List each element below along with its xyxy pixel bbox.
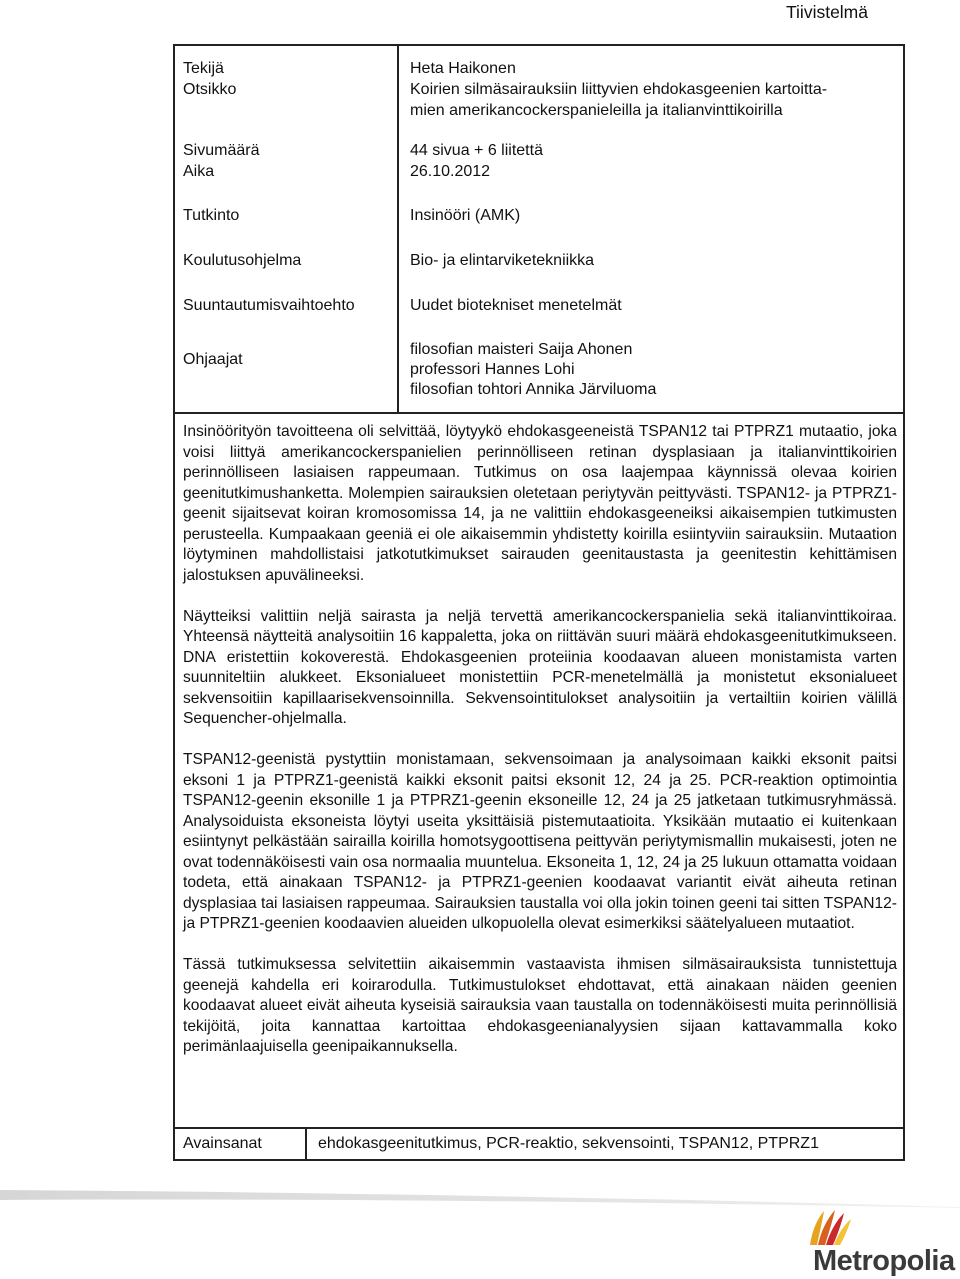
title-label: Otsikko [183, 81, 237, 98]
abstract-paragraph-1: Insinöörityön tavoitteena oli selvittää, löytyykö ehdokasgeeneistä TSPAN12 tai PTPRZ1 mutaatio, joka voisi liittyä amerikancockerspanielien perinnölliseen retinan dysplasiaan ja italianvinttikoirien perinnölliseen lasiaisen rappeumaan. Tutkimus on osa laajempaa käynnissä olevaa koirien geenitutkimushanketta. Molempien sairauksien oletetaan periytyvän peittyvästi. TSPAN12- ja PTPRZ1-geenit sijaitsevat koiran kromosomissa 14, ja ne valittiin ehdokasgeeneiksi aikaisempien tutkimusten perusteella. Kumpaakaan geeniä ei ole aikaisemmin yhdistetty koirilla esiintyviin sairauksiin. Mutaation löytyminen mahdollistaisi jatkotutkimukset sairauden geenitaustasta ja geenitestin kehittämisen jalostuksen apuvälineeksi. [183, 423, 897, 584]
degree-label: Tutkinto [183, 207, 240, 224]
metadata-section [175, 46, 903, 412]
degree-value: Insinööri (AMK) [410, 207, 521, 224]
supervisor-1: filosofian maisteri Saija Ahonen [410, 341, 633, 358]
metadata-divider-horizontal [175, 412, 903, 414]
specialisation-value: Uudet biotekniset menetelmät [410, 297, 622, 314]
pages-value: 44 sivua + 6 liitettä [410, 142, 543, 159]
keywords-label: Avainsanat [183, 1135, 262, 1152]
programme-value: Bio- ja elintarviketekniikka [410, 252, 595, 269]
specialisation-label: Suuntautumisvaihtoehto [183, 297, 355, 314]
metropolia-emblem-icon [802, 1205, 862, 1247]
keywords-row [175, 1127, 903, 1161]
keywords-divider [305, 1129, 307, 1161]
keywords-value: ehdokasgeenitutkimus, PCR-reaktio, sekvensointi, TSPAN12, PTPRZ1 [318, 1135, 819, 1152]
title-value-line2: mien amerikancockerspanieleilla ja italianvinttikoirilla [410, 102, 783, 119]
metadata-divider-vertical [397, 46, 399, 412]
metropolia-logo-text: Metropolia [813, 1245, 955, 1277]
author-label: Tekijä [183, 60, 224, 77]
pages-label: Sivumäärä [183, 142, 260, 159]
abstract-paragraph-2: Näytteiksi valittiin neljä sairasta ja neljä tervettä amerikancockerspanielia sekä italianvinttikoiraa. Yhteensä näytteitä analysoitiin 16 kappaletta, joka on riittävän suuri määrä ehdokasgeenitutkimukseen. DNA eristettiin kokoverestä. Ehdokasgeenien proteiinia koodaavan alueen monistamista varten suunniteltiin alukkeet. Eksonialueet monistettiin PCR-menetelmällä ja monistetut eksonialueet sekvensoitiin kapillaarisekvensoinnilla. Sekvensointitulokset analysoitiin ja vertailtiin koirien välillä Sequencher-ohjelmalla. [183, 607, 897, 727]
date-value: 26.10.2012 [410, 163, 491, 180]
page-label: Tiivistelmä [786, 2, 868, 22]
author-value: Heta Haikonen [410, 60, 516, 77]
abstract-body [183, 422, 897, 1058]
supervisor-2: professori Hannes Lohi [410, 361, 575, 378]
abstract-paragraph-3: TSPAN12-geenistä pystyttiin monistamaan, sekvensoimaan ja analysoimaan kaikki eksonit paitsi eksoni 1 ja PTPRZ1-geenistä kaikki eksonit paitsi eksonit 12, 24 ja 25. PCR-reaktion optimointia TSPAN12-geenin eksonille 1 ja PTPRZ1-geenin eksoneille 12, 24 ja 25 jatketaan tutkimusryhmässä. Analysoiduista eksoneista löytyi useita yksittäisiä pistemutaatioita. Yksikään mutaatio ei kuitenkaan esiintynyt pelkästään sairailla koirilla homotsygoottisena peittyvän periytymismallin mukaisesti, joten ne ovat todennäköisesti vain osa normaalia muuntelua. Eksoneita 1, 12, 24 ja 25 lukuun ottamatta voidaan todeta, että ainakaan TSPAN12- ja PTPRZ1-geenien koodaavat variantit eivät aiheuta retinan dysplasiaa tai lasiaisen rappeumaa. Sairauksien taustalla voi olla jokin toinen geeni tai sitten TSPAN12- ja PTPRZ1-geenien koodaavien alueiden ulkopuolella olevat esimerkiksi säätelyalueen mutaatiot. [183, 751, 897, 932]
abstract-form [173, 44, 905, 1161]
supervisor-3: filosofian tohtori Annika Järviluoma [410, 381, 657, 398]
date-label: Aika [183, 163, 215, 180]
title-value-line1: Koirien silmäsairauksiin liittyvien ehdokasgeenien kartoitta- [410, 81, 828, 98]
supervisors-label: Ohjaajat [183, 351, 243, 368]
programme-label: Koulutusohjelma [183, 252, 302, 269]
abstract-paragraph-4: Tässä tutkimuksessa selvitettiin aikaisemmin vastaavista ihmisen silmäsairauksista tunnistettuja geenejä kahdella eri koirarodulla. Tutkimustulokset ehdottavat, että ainakaan näiden geenien koodaavat alueet eivät aiheuta kyseisiä sairauksia vaan taustalla on todennäköisesti muita perinnöllisiä tekijöitä, joita kannattaa kartoittaa ehdokasgeenianalyysien sijaan kattavammalla koko perimänlaajuisella geenipaikannuksella. [183, 956, 897, 1055]
metropolia-logo [790, 1205, 960, 1279]
